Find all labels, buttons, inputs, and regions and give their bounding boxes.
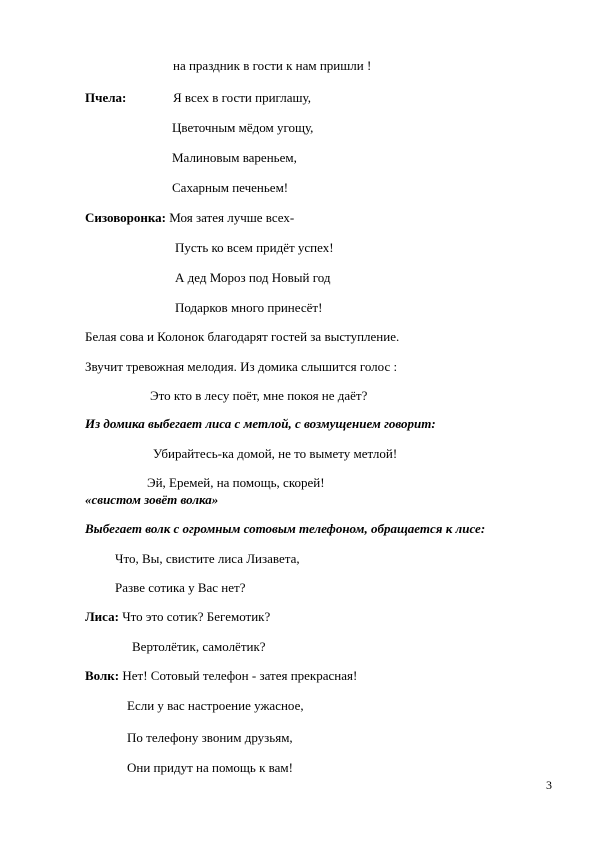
verse-line: Пусть ко всем придёт успех! — [175, 240, 334, 255]
stage-direction: Из домика выбегает лиса с метлой, с возмущением говорит: — [85, 416, 436, 431]
verse-text: Моя затея лучше всех- — [169, 210, 295, 225]
verse-line: Вертолётик, самолётик? — [132, 639, 266, 654]
stage-direction: Звучит тревожная мелодия. Из домика слышится голос : — [85, 359, 398, 374]
stage-direction: Белая сова и Колонок благодарят гостей за выступление. — [85, 329, 400, 344]
speaker-label: Волк: — [85, 668, 120, 683]
dialogue-line — [85, 668, 357, 684]
verse-line: Сахарным печеньем! — [172, 180, 289, 195]
verse-text: Нет! Сотовый телефон - затея прекрасная! — [122, 668, 358, 683]
verse-line: Они придут на помощь к вам! — [127, 760, 293, 775]
dialogue-line — [85, 609, 270, 625]
stage-direction: «свистом зовёт волка» — [85, 492, 219, 507]
page-number: 3 — [546, 778, 552, 792]
verse-line: Разве сотика у Вас нет? — [115, 580, 246, 595]
verse-line: Что, Вы, свистите лиса Лизавета, — [115, 551, 300, 566]
verse-line: Малиновым вареньем, — [172, 150, 297, 165]
speaker-label: Пчела: — [85, 90, 127, 105]
verse-line: Если у вас настроение ужасное, — [127, 698, 304, 713]
verse-line: Убирайтесь-ка домой, не то вымету метлой! — [153, 446, 398, 461]
verse-line: на праздник в гости к нам пришли ! — [173, 58, 372, 73]
verse-line: Эй, Еремей, на помощь, скорей! — [147, 475, 325, 490]
stage-direction: Выбегает волк с огромным сотовым телефоном, обращается к лисе: — [85, 521, 486, 536]
verse-text: Что это сотик? Бегемотик? — [122, 609, 271, 624]
verse-line: Я всех в гости приглашу, — [173, 90, 311, 105]
verse-line: А дед Мороз под Новый год — [175, 270, 331, 285]
speaker-label: Сизоворонка: — [85, 210, 166, 225]
verse-line: Это кто в лесу поёт, мне покоя не даёт? — [150, 388, 368, 403]
verse-line: Цветочным мёдом угощу, — [172, 120, 314, 135]
speaker-label: Лиса: — [85, 609, 119, 624]
verse-line: По телефону звоним друзьям, — [127, 730, 293, 745]
dialogue-line — [85, 210, 294, 226]
verse-line: Подарков много принесёт! — [175, 300, 323, 315]
